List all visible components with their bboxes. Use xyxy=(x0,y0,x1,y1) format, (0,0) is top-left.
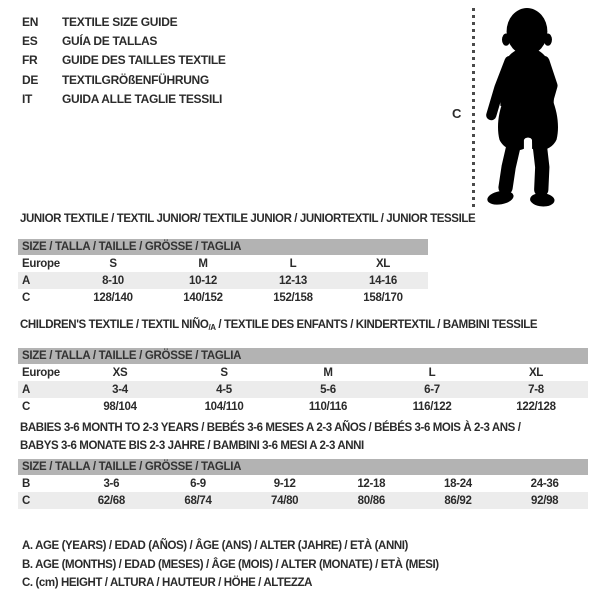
children-size-table xyxy=(18,348,588,415)
height-cell: 80/86 xyxy=(328,492,415,509)
table-row-age xyxy=(18,381,588,398)
language-code: EN xyxy=(22,15,39,29)
row-label: B xyxy=(22,477,31,490)
table-row-height xyxy=(18,289,428,306)
size-cell: S xyxy=(109,257,117,270)
language-code: DE xyxy=(22,72,39,87)
size-cell: M xyxy=(198,257,208,270)
height-cell: 62/68 xyxy=(68,492,155,509)
age-cell: 8-10 xyxy=(68,272,158,289)
table-row-age-months xyxy=(18,475,588,492)
language-code: ES xyxy=(22,34,38,49)
children-title-suffix: / TEXTILE DES ENFANTS / KINDERTEXTIL / BAMBINI TESSILE xyxy=(215,319,538,331)
language-row xyxy=(22,90,226,109)
size-band-row xyxy=(18,459,588,475)
age-cell: 12-13 xyxy=(248,272,338,289)
height-cell: 152/158 xyxy=(273,291,313,304)
footnote-age-years: A. AGE (YEARS) / EDAD (AÑOS) / ÂGE (ANS) / ALTER (JAHRE) / ETÀ (ANNI) xyxy=(22,540,408,552)
age-cell: 18-24 xyxy=(443,477,472,490)
size-band-label: SIZE / TALLA / TAILLE / GRÖSSE / TAGLIA xyxy=(18,348,588,364)
row-label: Europe xyxy=(22,366,60,379)
language-title: GUIDE DES TAILLES TEXTILE xyxy=(62,53,226,68)
row-label: Europe xyxy=(22,257,60,270)
height-cell: 140/152 xyxy=(183,291,223,304)
age-cell: 4-5 xyxy=(172,381,276,398)
babies-size-table xyxy=(18,459,588,509)
size-cell: L xyxy=(428,366,436,379)
size-cell: XS xyxy=(112,366,128,379)
size-cell: XL xyxy=(375,257,391,270)
language-title: TEXTILGRÖßENFÜHRUNG xyxy=(62,72,209,87)
table-row-height xyxy=(18,398,588,415)
size-cell: M xyxy=(323,366,333,379)
children-table-title xyxy=(20,319,537,332)
height-cell: 98/104 xyxy=(103,400,137,413)
age-cell: 24-36 xyxy=(530,477,559,490)
height-cell: 128/140 xyxy=(93,291,133,304)
age-cell: 12-18 xyxy=(357,477,386,490)
size-band-row xyxy=(18,348,588,364)
height-cell: 68/74 xyxy=(155,492,242,509)
size-band-label: SIZE / TALLA / TAILLE / GRÖSSE / TAGLIA xyxy=(18,239,428,255)
age-cell: 3-4 xyxy=(68,381,172,398)
size-band-row xyxy=(18,239,428,255)
language-title: GUIDA ALLE TAGLIE TESSILI xyxy=(62,91,223,106)
legend-footnotes xyxy=(22,537,439,593)
table-row-age xyxy=(18,272,428,289)
height-cell: 122/128 xyxy=(516,400,556,413)
size-cell: L xyxy=(289,257,297,270)
language-title-list xyxy=(22,13,226,109)
height-cell: 104/110 xyxy=(204,400,244,413)
babies-table-title-line1: BABIES 3-6 MONTH TO 2-3 YEARS / BEBÉS 3-6 MESES A 2-3 AÑOS / BÉBÉS 3-6 MOIS À 2-3 ANS / xyxy=(20,422,521,434)
table-row-europe xyxy=(18,364,588,381)
row-label: A xyxy=(18,272,68,289)
age-cell: 6-7 xyxy=(380,381,484,398)
row-label: C xyxy=(22,400,31,413)
row-label: C xyxy=(18,492,68,509)
size-band-label: SIZE / TALLA / TAILLE / GRÖSSE / TAGLIA xyxy=(18,459,588,475)
age-cell: 9-12 xyxy=(273,477,296,490)
junior-table-title: JUNIOR TEXTILE / TEXTIL JUNIOR/ TEXTILE JUNIOR / JUNIORTEXTIL / JUNIOR TESSILE xyxy=(20,213,476,225)
age-cell: 10-12 xyxy=(158,272,248,289)
children-title-prefix: CHILDREN'S TEXTILE / TEXTIL NIÑO xyxy=(20,319,209,331)
footnote-age-months: B. AGE (MONTHS) / EDAD (MESES) / ÂGE (MOIS) / ALTER (MONATE) / ETÀ (MESI) xyxy=(22,558,439,571)
height-cell: 92/98 xyxy=(501,492,588,509)
age-cell: 3-6 xyxy=(103,477,120,490)
children-title-subscript: /A xyxy=(208,323,216,332)
height-cell: 116/122 xyxy=(412,400,452,413)
age-cell: 5-6 xyxy=(276,381,380,398)
table-row-europe xyxy=(18,255,428,272)
size-cell: XL xyxy=(528,366,544,379)
height-cell: 86/92 xyxy=(415,492,502,509)
table-row-height xyxy=(18,492,588,509)
footnote-height: C. (cm) HEIGHT / ALTURA / HAUTEUR / HÖHE / ALTEZZA xyxy=(22,577,313,590)
language-title: GUÍA DE TALLAS xyxy=(62,34,158,49)
age-cell: 14-16 xyxy=(338,272,428,289)
age-cell: 6-9 xyxy=(190,477,206,490)
language-row xyxy=(22,13,226,32)
row-label: A xyxy=(18,381,68,398)
size-cell: S xyxy=(220,366,228,379)
language-code: FR xyxy=(22,53,38,68)
language-row xyxy=(22,71,226,90)
language-row xyxy=(22,51,226,70)
height-marker-label: C xyxy=(452,106,462,121)
toddler-silhouette-image xyxy=(477,6,579,210)
height-cell: 110/116 xyxy=(308,400,348,413)
babies-table-title-line2: BABYS 3-6 MONATE BIS 2-3 JAHRE / BAMBINI 3-6 MESI A 2-3 ANNI xyxy=(20,440,364,452)
age-cell: 7-8 xyxy=(484,381,588,398)
row-label: C xyxy=(22,291,31,304)
height-cell: 158/170 xyxy=(363,291,403,304)
language-row xyxy=(22,32,226,51)
height-measure-dashed-line xyxy=(472,8,475,209)
language-code: IT xyxy=(22,91,33,106)
height-cell: 74/80 xyxy=(241,492,328,509)
junior-size-table xyxy=(18,239,428,306)
language-title: TEXTILE SIZE GUIDE xyxy=(62,15,178,29)
